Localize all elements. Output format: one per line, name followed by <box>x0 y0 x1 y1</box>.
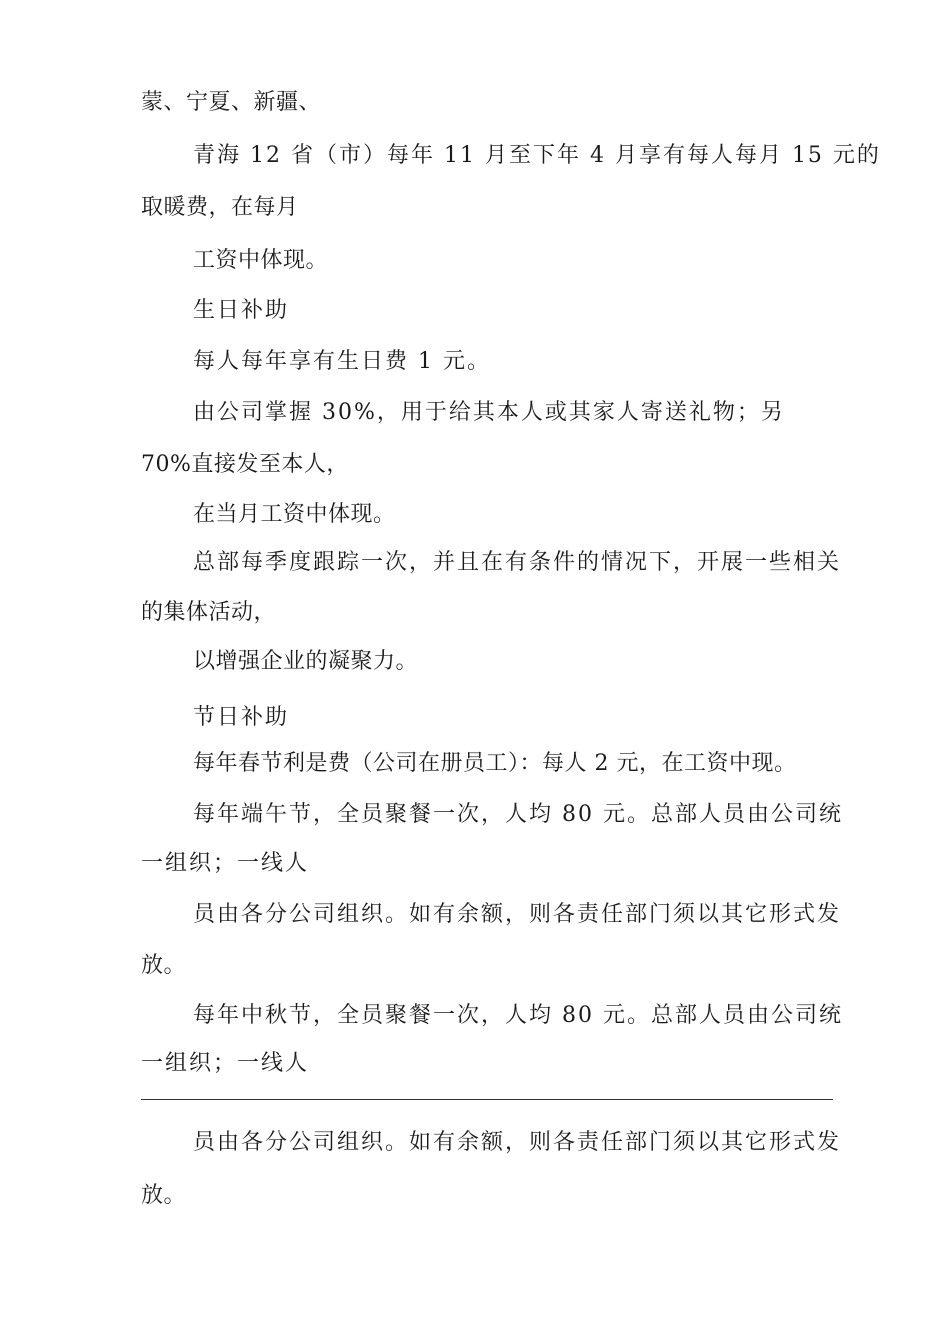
text-line: 放。 <box>141 1183 187 1208</box>
text-line: 工资中体现。 <box>193 248 329 273</box>
text-line: 在当月工资中体现。 <box>193 502 396 527</box>
text-line: 的集体活动， <box>141 600 277 625</box>
text-line: 由公司掌握 30%，用于给其本人或其家人寄送礼物；另 <box>193 400 785 425</box>
text-line: 一组织；一线人 <box>141 1051 310 1076</box>
text-line: 每年端午节，全员聚餐一次，人均 80 元。总部人员由公司统 <box>193 802 843 827</box>
text-line: 放。 <box>141 953 187 978</box>
page-divider <box>141 1099 833 1100</box>
section-heading: 节日补助 <box>193 705 290 730</box>
text-line: 70%直接发至本人， <box>141 452 349 477</box>
section-heading: 生日补助 <box>193 298 290 323</box>
text-line: 一组织；一线人 <box>141 851 310 876</box>
text-line: 蒙、宁夏、新疆、 <box>141 90 322 115</box>
text-line: 以增强企业的凝聚力。 <box>193 649 419 674</box>
text-line: 每年中秋节，全员聚餐一次，人均 80 元。总部人员由公司统 <box>193 1003 843 1028</box>
text-line: 每年春节利是费（公司在册员工）：每人 2 元，在工资中现。 <box>193 751 797 776</box>
text-line: 总部每季度跟踪一次，并且在有条件的情况下，开展一些相关 <box>193 550 842 575</box>
text-line: 员由各分公司组织。如有余额，则各责任部门须以其它形式发 <box>193 1130 842 1155</box>
text-line: 取暖费，在每月 <box>141 195 299 220</box>
text-line: 青海 12 省（市）每年 11 月至下年 4 月享有每人每月 15 元的 <box>193 143 881 168</box>
text-line: 员由各分公司组织。如有余额，则各责任部门须以其它形式发 <box>193 902 842 927</box>
text-line: 每人每年享有生日费 1 元。 <box>193 349 491 374</box>
